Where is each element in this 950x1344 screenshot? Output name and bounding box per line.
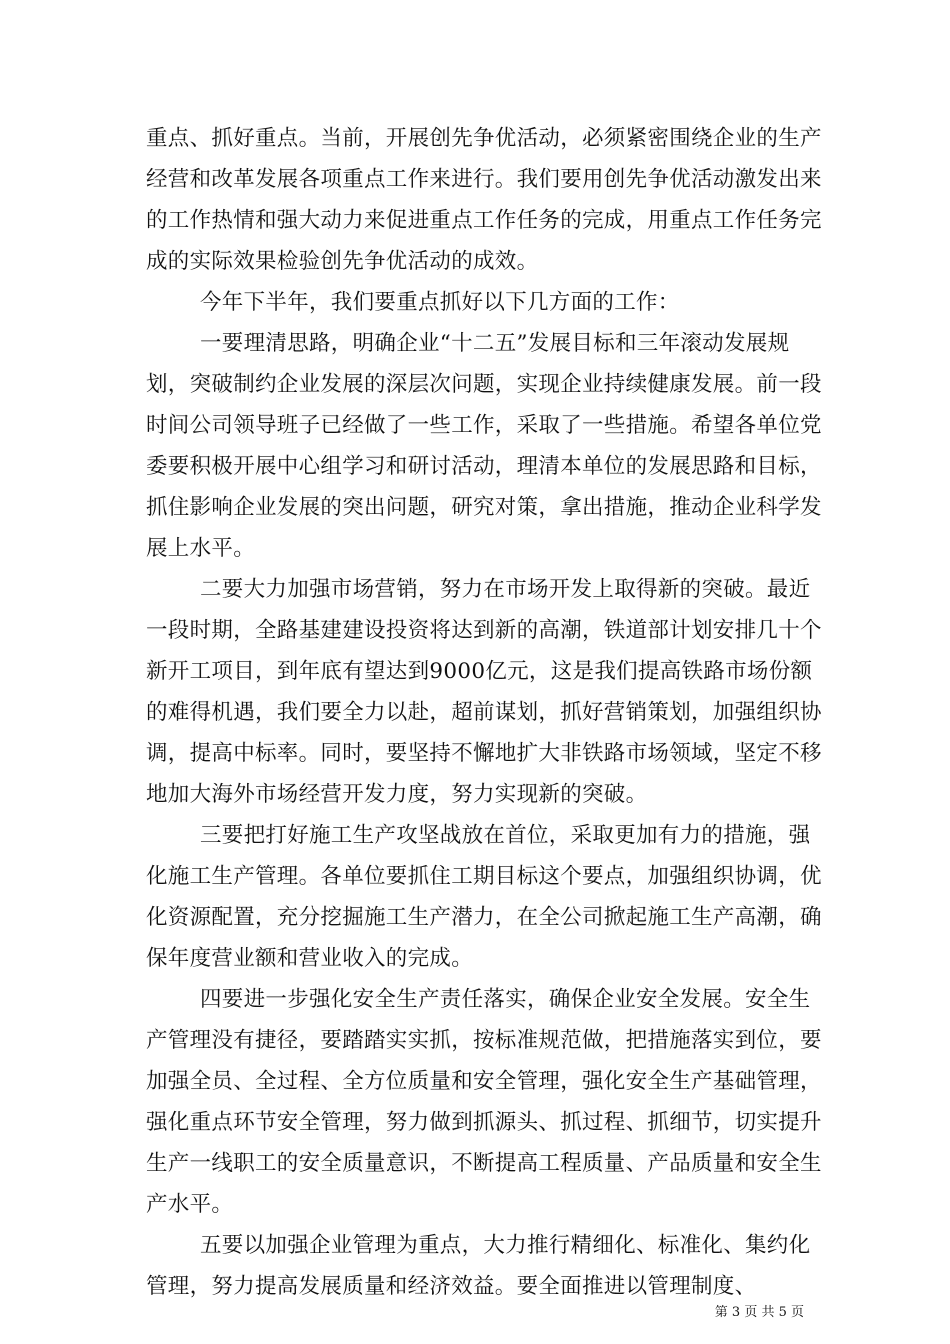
document-body xyxy=(146,118,826,1307)
paragraph-5: 三要把打好施工生产攻坚战放在首位，采取更加有力的措施，强化施工生产管理。各单位要抓住工期目标这个要点，加强组织协调，优化资源配置，充分挖掘施工生产潜力，在全公司掀起施工生产高潮，确保年度营业额和营业收入的完成。 xyxy=(146,823,822,971)
paragraph-7: 五要以加强企业管理为重点，大力推行精细化、标准化、集约化管理，努力提高发展质量和经济效益。要全面推进以管理制度、 xyxy=(146,1233,811,1299)
paragraph-3: 一要理清思路，明确企业“十二五”发展目标和三年滚动发展规划，突破制约企业发展的深层次问题，实现企业持续健康发展。前一段时间公司领导班子已经做了一些工作，采取了一些措施。希望各单位党委要积极开展中心组学习和研讨活动，理清本单位的发展思路和目标，抓住影响企业发展的突出问题，研究对策，拿出措施，推动企业科学发展上水平。 xyxy=(146,331,822,561)
paragraph-1: 重点、抓好重点。当前，开展创先争优活动，必须紧密围绕企业的生产经营和改革发展各项重点工作来进行。我们要用创先争优活动激发出来的工作热情和强大动力来促进重点工作任务的完成，用重点工作任务完成的实际效果检验创先争优活动的成效。 xyxy=(146,126,822,274)
paragraph-6: 四要进一步强化安全生产责任落实，确保企业安全发展。安全生产管理没有捷径，要踏踏实实抓，按标准规范做，把措施落实到位，要加强全员、全过程、全方位质量和安全管理，强化安全生产基础管理，强化重点环节安全管理，努力做到抓源头、抓过程、抓细节，切实提升生产一线职工的安全质量意识，不断提高工程质量、产品质量和安全生产水平。 xyxy=(146,987,822,1217)
page-number: 第 3 页 共 5 页 xyxy=(714,1305,804,1320)
paragraph-2: 今年下半年，我们要重点抓好以下几方面的工作： xyxy=(200,290,680,315)
paragraph-4: 二要大力加强市场营销，努力在市场开发上取得新的突破。最近一段时期，全路基建建设投资将达到新的高潮，铁道部计划安排几十个新开工项目，到年底有望达到9000亿元，这是我们提高铁路市场份额的难得机遇，我们要全力以赴，超前谋划，抓好营销策划，加强组织协调，提高中标率。同时，要坚持不懈地扩大非铁路市场领域，坚定不移地加大海外市场经营开发力度，努力实现新的突破。 xyxy=(146,577,822,807)
